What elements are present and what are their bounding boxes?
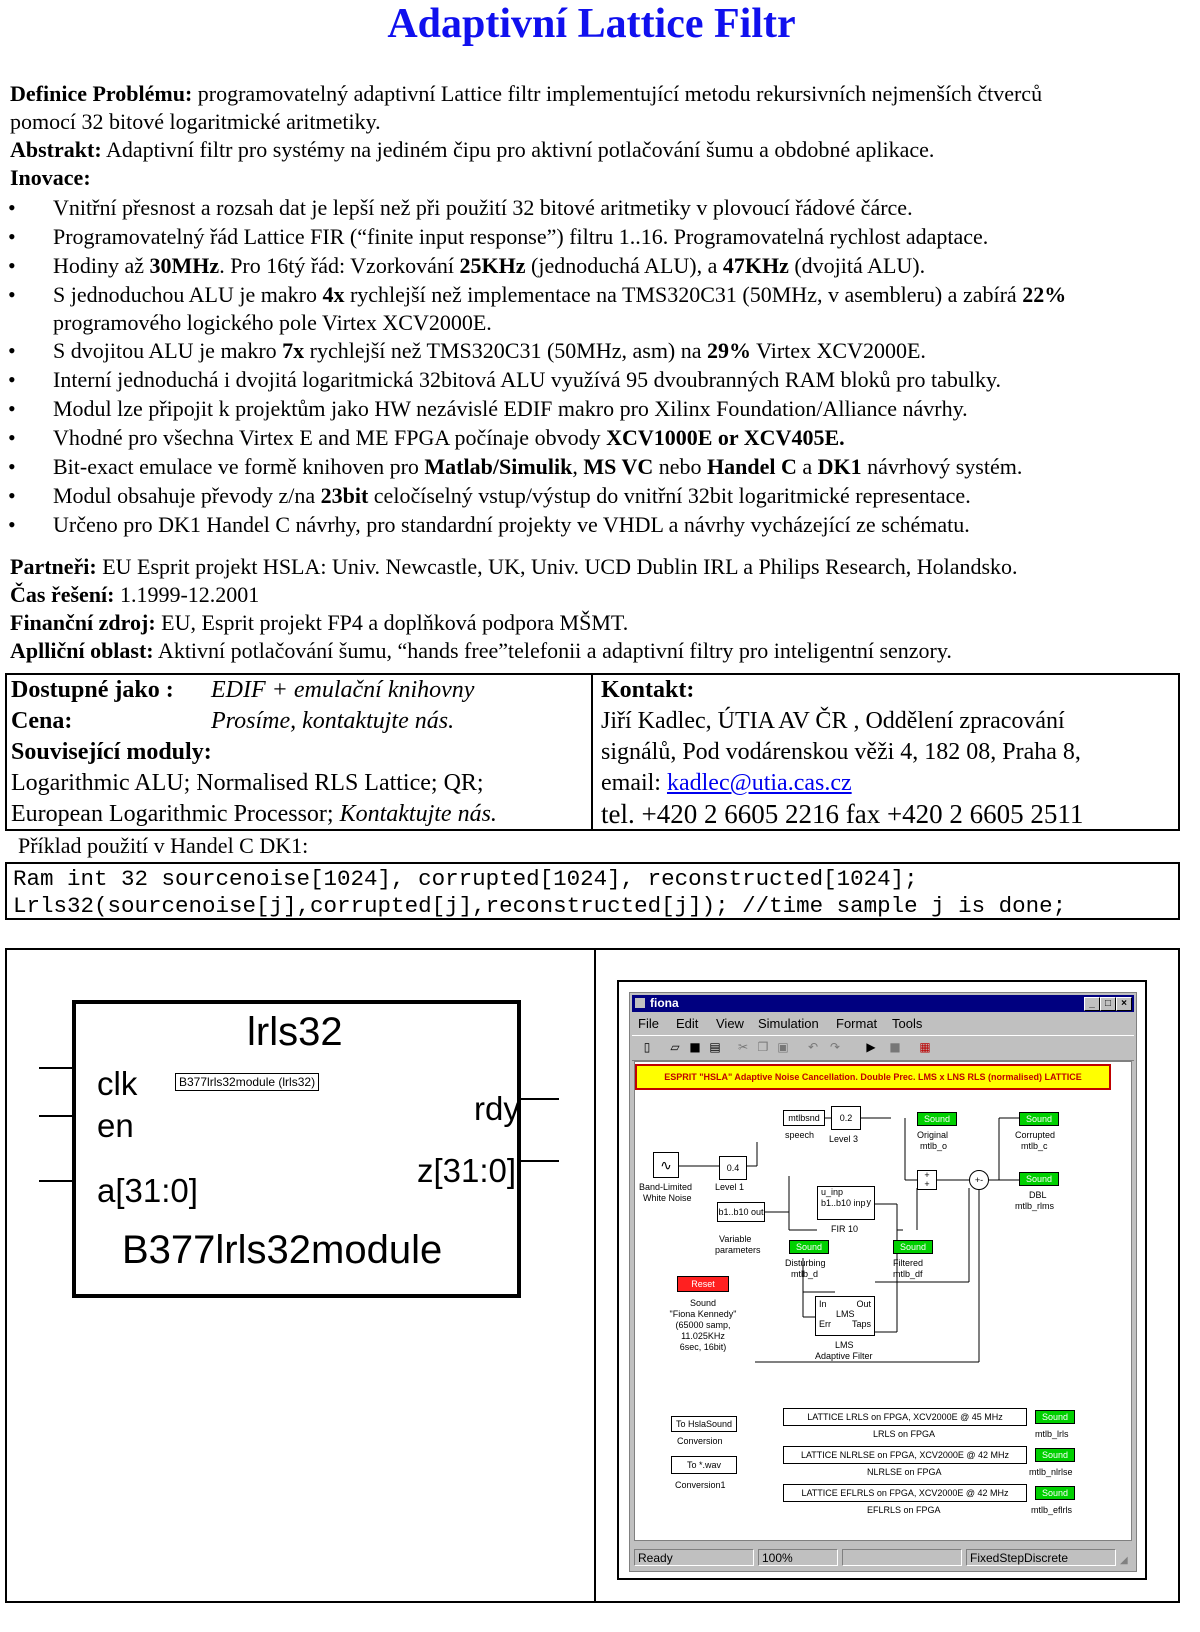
status-bar (632, 1547, 1134, 1569)
aplikacni-label: Aplliční oblast: (10, 638, 154, 663)
level3-block[interactable]: 0.2 (831, 1106, 861, 1130)
status-zoom: 100% (758, 1549, 838, 1566)
dostupne-row (11, 675, 475, 706)
input-a: a[31:0] (97, 1172, 198, 1209)
bullet-dot-icon: • (8, 224, 16, 249)
email-link[interactable]: kadlec@utia.cas.cz (666, 770, 852, 796)
definice-line (10, 80, 1042, 108)
priklad-label: Příklad použití v Handel C DK1: (18, 833, 309, 858)
print-icon[interactable]: ▤ (709, 1040, 721, 1054)
paste-icon[interactable]: ▣ (777, 1040, 789, 1054)
maximize-icon[interactable]: □ (1100, 997, 1116, 1011)
noise-block[interactable]: ∿ (653, 1152, 679, 1178)
b1b10inp-port: b1..b10 inp (821, 1198, 866, 1208)
definice-line2: pomocí 32 bitové logaritmické aritmetiky. (10, 109, 381, 134)
window-titlebar (632, 995, 1134, 1012)
sound-desc-5: 6sec, 16bit) (679, 1342, 727, 1352)
kontakt-label: Kontakt: (601, 677, 695, 703)
kontakt-line2: signálů, Pod vodárenskou věži 4, 182 08, Praha 8, (601, 739, 1081, 765)
towav-block[interactable]: To *.wav (671, 1456, 737, 1474)
conversion1-label: Conversion1 (675, 1480, 726, 1490)
redo-icon[interactable]: ↷ (829, 1040, 841, 1054)
bullet-dot-icon: • (8, 483, 16, 508)
financni-label: Finanční zdroj: (10, 610, 156, 635)
code-block (5, 862, 1180, 920)
b1b10out-block[interactable]: b1..b10 out (717, 1202, 765, 1222)
inovace-label: Inovace: (10, 165, 91, 190)
eflrls-block[interactable]: LATTICE EFLRLS on FPGA, XCV2000E @ 42 MHz (783, 1484, 1027, 1502)
minimize-icon[interactable]: _ (1084, 997, 1100, 1011)
bullet-dot-icon: • (8, 253, 16, 278)
sound-desc-4: 11.025KHz (681, 1331, 725, 1341)
app-icon (635, 998, 645, 1008)
y-port: y (866, 1197, 871, 1207)
start-icon[interactable]: ▶ (866, 1040, 876, 1054)
cena-label: Cena: (11, 708, 73, 734)
output-rdy: rdy (474, 1090, 520, 1127)
lrls-block[interactable]: LATTICE LRLS on FPGA, XCV2000E @ 45 MHz (783, 1408, 1027, 1426)
sound-nlrlse[interactable]: Sound (1035, 1448, 1075, 1462)
tel-line: tel. +420 2 6605 2216 fax +420 2 6605 2511 (601, 799, 1084, 829)
library-icon[interactable]: ▦ (919, 1040, 931, 1054)
sound-eflrls[interactable]: Sound (1035, 1486, 1075, 1500)
kontakt-line1: Jiří Kadlec, ÚTIA AV ČR , Oddělení zpracování (601, 708, 1065, 734)
parameters-label: parameters (715, 1245, 761, 1255)
bullet-text: Modul obsahuje převody z/na 23bit celočíselný vstup/výstup do vnitřní 32bit logaritmické representace. (53, 483, 971, 508)
level1-block[interactable]: 0.4 (719, 1156, 747, 1180)
bullet-text: Programovatelný řád Lattice FIR (“finite input response”) filtru 1..16. Programovatelná rychlost adaptace. (53, 224, 989, 249)
input-clk: clk (97, 1065, 138, 1102)
dostupne-value: EDIF + emulační knihovny (211, 677, 475, 703)
email-label: email: (601, 770, 667, 796)
save-icon[interactable]: ■ (689, 1040, 701, 1054)
model-banner: ESPRIT "HSLA" Adaptive Noise Cancellation. Double Prec. LMS x LNS RLS (normalised) LATTICE (635, 1064, 1111, 1090)
sound-desc-1: Sound (689, 1298, 717, 1308)
disturbing-label: Disturbing (785, 1258, 826, 1268)
bullet-dot-icon: • (8, 425, 16, 450)
mtlb-o-label: mtlb_o (920, 1141, 948, 1151)
abstrakt-text: Adaptivní filtr pro systémy na jediném čipu pro aktivní potlačování šumu a obdobné aplikace. (101, 137, 935, 162)
lms-err-port: Err (819, 1319, 831, 1329)
filtered-label: Filtered (893, 1258, 924, 1268)
corrupted-label: Corrupted (1015, 1130, 1056, 1140)
fir10-block[interactable] (817, 1186, 875, 1220)
toolbar (632, 1035, 1134, 1061)
sum2-block[interactable]: +- (969, 1170, 989, 1190)
cas-line (10, 581, 259, 609)
cut-icon[interactable]: ✂ (737, 1040, 749, 1054)
bullet-dot-icon: • (8, 512, 16, 537)
definice-label: Definice Problému: (10, 81, 193, 106)
bullet-dot-icon: • (8, 396, 16, 421)
sum1-block[interactable]: + + (917, 1170, 937, 1190)
lrls-label: LRLS on FPGA (873, 1429, 936, 1439)
open-icon[interactable]: ▱ (670, 1040, 680, 1054)
nlrlse-label: NLRLSE on FPGA (867, 1467, 942, 1477)
pin-en (39, 1115, 74, 1117)
nlrlse-block[interactable]: LATTICE NLRLSE on FPGA, XCV2000E @ 42 MHz (783, 1446, 1027, 1464)
aplikacni-line (10, 637, 952, 665)
speech-label: speech (785, 1130, 815, 1140)
eflrls-label: EFLRLS on FPGA (867, 1505, 941, 1515)
original-label: Original (917, 1130, 949, 1140)
email-row (601, 768, 852, 799)
whitenoise-label: White Noise (643, 1193, 692, 1203)
bullet-text: Modul lze připojit k projektům jako HW nezávislé EDIF makro pro Xilinx Foundation/Alliance návrhy. (53, 396, 968, 421)
figures-panel (5, 948, 1180, 1603)
lms-name: LMS (836, 1309, 855, 1319)
simulink-window (629, 992, 1137, 1572)
bullet-text: Interní jednoduchá i dvojitá logaritmická 32bitová ALU využívá 95 dvoubranných RAM bloků pro tabulky. (53, 367, 1002, 392)
financni-line (10, 609, 628, 637)
input-en: en (97, 1107, 134, 1144)
page-title: Adaptivní Lattice Filtr (387, 1, 796, 47)
souvisejici-line2 (11, 799, 497, 830)
info-table (5, 673, 1180, 831)
stop-icon[interactable]: ■ (889, 1040, 901, 1054)
module-name: lrls32 (247, 1010, 343, 1054)
cena-value: Prosíme, kontaktujte nás. (211, 708, 455, 734)
output-z: z[31:0] (417, 1152, 517, 1189)
menu-simulation[interactable]: Simulation (758, 1016, 819, 1031)
bullet-dot-icon: • (8, 454, 16, 479)
aplikacni-text: Aktivní potlačování šumu, “hands free”telefonii a adaptivní filtry pro inteligentní senzory. (153, 638, 952, 663)
pin-clk (39, 1067, 74, 1069)
fir10-label: FIR 10 (831, 1224, 859, 1234)
bullet-text: S dvojitou ALU je makro 7x rychlejší než TMS320C31 (50MHz, asm) na 29% Virtex XCV2000E. (53, 338, 926, 363)
tohsla-block[interactable]: To HslaSound (671, 1416, 737, 1432)
bullet-dot-icon: • (8, 282, 16, 307)
sound-original[interactable]: Sound (917, 1112, 957, 1126)
resize-grip-icon[interactable]: ◢ (1120, 1555, 1128, 1566)
mtlb-d-label: mtlb_d (791, 1269, 819, 1279)
bullet-dot-icon: • (8, 338, 16, 363)
mtlb-nlrlse-label: mtlb_nlrlse (1029, 1467, 1073, 1477)
mtlb-eflrls-label: mtlb_eflrls (1031, 1505, 1073, 1515)
bullet-text: Vnitřní přesnost a rozsah dat je lepší než při použití 32 bitové aritmetiky v plovoucí řádové čárce. (53, 195, 913, 220)
bullet-dot-icon: • (8, 195, 16, 220)
bullet-text: Bit-exact emulace ve formě knihoven pro Matlab/Simulik, MS VC nebo Handel C a DK1 návrhový systém. (53, 454, 1023, 479)
partneri-text: EU Esprit projekt HSLA: Univ. Newcastle, UK, Univ. UCD Dublin IRL a Philips Research, Holandsko. (96, 554, 1018, 579)
abstrakt-line (10, 136, 934, 164)
copy-icon[interactable]: ❐ (757, 1040, 769, 1054)
souvisejici-label: Související moduly: (11, 739, 212, 765)
menu-edit[interactable]: Edit (676, 1016, 699, 1031)
sound-filtered[interactable]: Sound (893, 1240, 933, 1254)
bullet-text: Určeno pro DK1 Handel C návrhy, pro standardní projekty ve VHDL a návrhy vycházející ze schématu. (53, 512, 970, 537)
sound-lrls[interactable]: Sound (1035, 1410, 1075, 1424)
menu-bar (632, 1014, 1134, 1034)
module-instance: B377lrls32module (lrls32) (175, 1073, 319, 1091)
lms-label-2: Adaptive Filter (815, 1351, 873, 1361)
lms-out-port: Out (856, 1299, 871, 1309)
sound-corrupted[interactable]: Sound (1019, 1112, 1059, 1126)
status-solver: FixedStepDiscrete (966, 1549, 1116, 1566)
souvisejici-line2-plain: European Logarithmic Processor; (11, 801, 340, 827)
lms-taps-port: Taps (851, 1319, 871, 1329)
menu-view[interactable]: View (716, 1016, 744, 1031)
menu-tools[interactable]: Tools (892, 1016, 923, 1031)
bullet-dot-icon: • (8, 367, 16, 392)
code-line-1: Ram int 32 sourcenoise[1024], corrupted[1024], reconstructed[1024]; (13, 866, 918, 892)
simulink-screenshot (617, 980, 1147, 1580)
cas-text: 1.1999-12.2001 (114, 582, 260, 607)
mtlbsnd-block[interactable]: mtlbsnd (783, 1110, 825, 1126)
dbl-label: DBL (1029, 1190, 1047, 1200)
lms-in-port: In (819, 1299, 827, 1309)
bullet-text: S jednoduchou ALU je makro 4x rychlejší než implementace na TMS320C31 (50MHz, v asembleru) a zabírá 22% programového logického pole Virtex XCV2000E. (53, 282, 1067, 335)
partneri-line (10, 553, 1018, 581)
figures-divider (594, 950, 596, 1601)
partneri-label: Partneři: (10, 554, 97, 579)
souvisejici-line1: Logarithmic ALU; Normalised RLS Lattice; QR; (11, 770, 484, 796)
pin-a (39, 1180, 74, 1182)
module-label: B377lrls32module (122, 1228, 443, 1272)
sound-desc-2: "Fiona Kennedy" (669, 1309, 737, 1319)
mtlb-df-label: mtlb_df (893, 1269, 923, 1279)
code-line-2: Lrls32(sourcenoise[j],corrupted[j],reconstructed[j]); //time sample j is done; (13, 893, 1067, 919)
abstrakt-label: Abstrakt: (10, 137, 102, 162)
reset-button[interactable]: Reset (677, 1276, 729, 1292)
mtlb-c-label: mtlb_c (1021, 1141, 1048, 1151)
window-title: fiona (650, 996, 679, 1010)
pin-z (519, 1160, 559, 1162)
sound-desc (655, 1298, 751, 1353)
cas-label: Čas řešení: (10, 582, 115, 607)
definice-text: programovatelný adaptivní Lattice filtr implementující metodu rekursivních nejmenších čtverců (192, 81, 1043, 106)
cena-row (11, 706, 455, 737)
pin-rdy (519, 1098, 559, 1100)
model-canvas (634, 1061, 1132, 1541)
bullet-text: Vhodné pro všechna Virtex E and ME FPGA počínaje obvody XCV1000E or XCV405E. (53, 425, 845, 450)
level3-label: Level 3 (829, 1134, 859, 1144)
bandlimited-label: Band-Limited (639, 1182, 693, 1192)
bullet-text: Hodiny až 30MHz. Pro 16tý řád: Vzorkování 25KHz (jednoduchá ALU), a 47KHz (dvojitá ALU). (53, 253, 926, 278)
new-icon[interactable]: ▯ (643, 1040, 651, 1054)
status-empty (842, 1549, 962, 1566)
conversion-label: Conversion (677, 1436, 723, 1446)
dostupne-label: Dostupné jako : (11, 677, 174, 703)
close-icon[interactable]: × (1116, 997, 1132, 1011)
info-divider (591, 675, 593, 829)
sound-desc-3: (65000 samp, (675, 1320, 731, 1330)
lms-block[interactable] (815, 1296, 875, 1336)
sound-disturbing[interactable]: Sound (789, 1240, 829, 1254)
level1-label: Level 1 (715, 1182, 745, 1192)
menu-format[interactable]: Format (836, 1016, 878, 1031)
u-inp-port: u_inp (821, 1187, 844, 1197)
lms-label: LMS (835, 1340, 854, 1350)
menu-file[interactable]: File (638, 1016, 659, 1031)
sound-dbl[interactable]: Sound (1019, 1172, 1059, 1186)
mtlb-lrls-label: mtlb_lrls (1035, 1429, 1069, 1439)
undo-icon[interactable]: ↶ (807, 1040, 819, 1054)
status-ready: Ready (634, 1549, 754, 1566)
mtlb-rlms-label: mtlb_rlms (1015, 1201, 1055, 1211)
financni-text: EU, Esprit projekt FP4 a doplňková podpora MŠMT. (155, 610, 629, 635)
kontaktujte-link: Kontaktujte nás. (339, 801, 497, 827)
variable-label: Variable (719, 1234, 752, 1244)
